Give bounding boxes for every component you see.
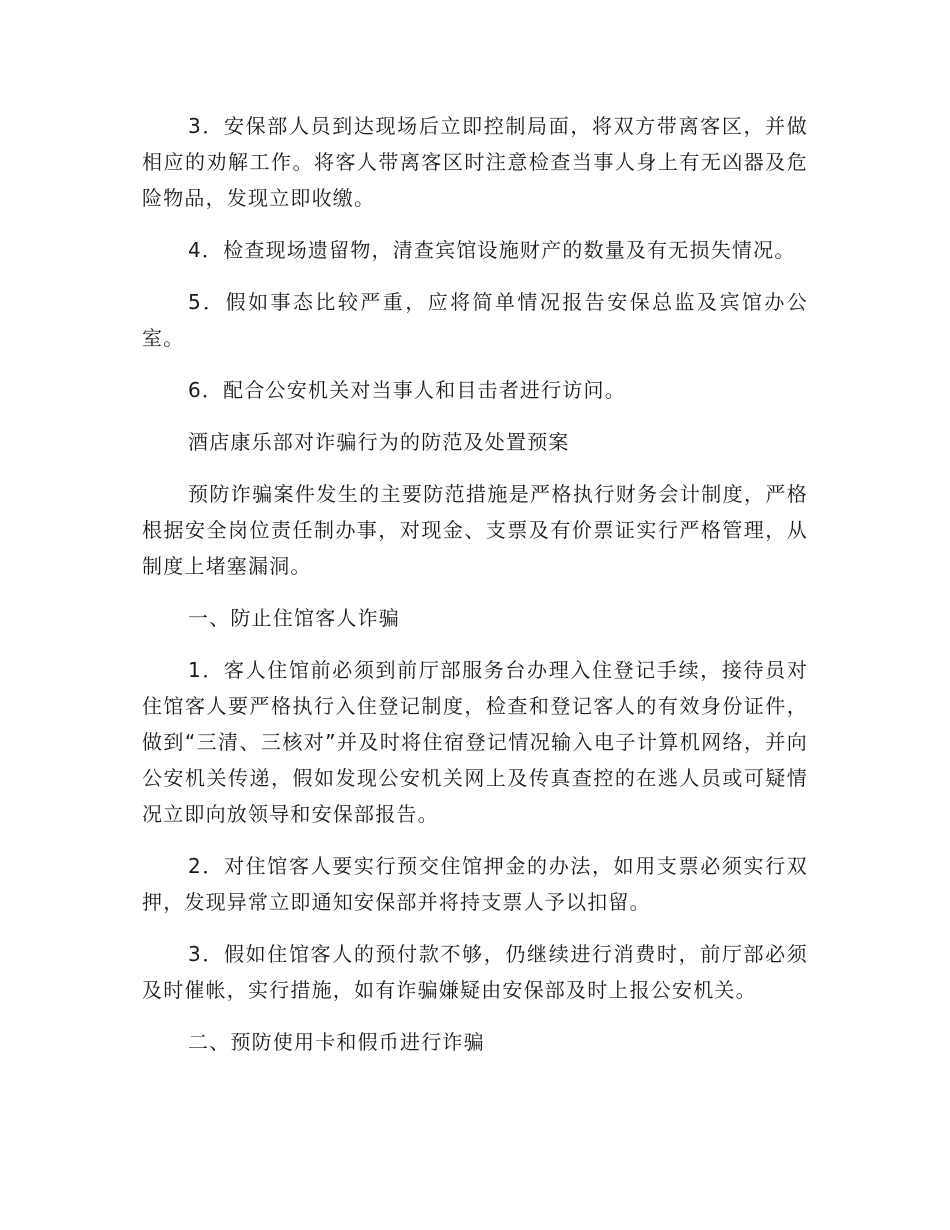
section-heading-fraud-plan: 酒店康乐部对诈骗行为的防范及处置预案 bbox=[188, 430, 570, 454]
subheading-guest-fraud: 一、防止住馆客人诈骗 bbox=[188, 606, 400, 630]
paragraph-prevention-intro: 预防诈骗案件发生的主要防范措施是严格执行财务会计制度，严格根据安全岗位责任制办事，对现金、支票及有价票证实行严格管理，从制度上堵塞漏洞。 bbox=[142, 482, 808, 578]
paragraph-item-5: 5．假如事态比较严重，应将简单情况报告安保总监及宾馆办公室。 bbox=[142, 290, 808, 350]
paragraph-item-6: 6．配合公安机关对当事人和目击者进行访问。 bbox=[188, 378, 626, 402]
paragraph-item-3: 3．安保部人员到达现场后立即控制局面，将双方带离客区，并做相应的劝解工作。将客人带离客区时注意检查当事人身上有无凶器及危险物品，发现立即收缴。 bbox=[142, 114, 808, 210]
paragraph-guest-item-2: 2．对住馆客人要实行预交住馆押金的办法，如用支票必须实行双押，发现异常立即通知安保部并将持支票人予以扣留。 bbox=[142, 854, 808, 914]
paragraph-item-4: 4．检查现场遗留物，清查宾馆设施财产的数量及有无损失情况。 bbox=[188, 238, 796, 262]
subheading-card-counterfeit-fraud: 二、预防使用卡和假币进行诈骗 bbox=[188, 1030, 485, 1054]
document-body bbox=[142, 108, 808, 1076]
paragraph-guest-item-3: 3．假如住馆客人的预付款不够，仍继续进行消费时，前厅部必须及时催帐，实行措施，如有诈骗嫌疑由安保部及时上报公安机关。 bbox=[142, 942, 808, 1002]
paragraph-guest-item-1: 1．客人住馆前必须到前厅部服务台办理入住登记手续，接待员对住馆客人要严格执行入住登记制度，检查和登记客人的有效身份证件，做到“三清、三核对”并及时将住宿登记情况输入电子计算机网络，并向公安机关传递，假如发现公安机关网上及传真查控的在逃人员或可疑情况立即向放领导和安保部报告。 bbox=[142, 658, 808, 826]
